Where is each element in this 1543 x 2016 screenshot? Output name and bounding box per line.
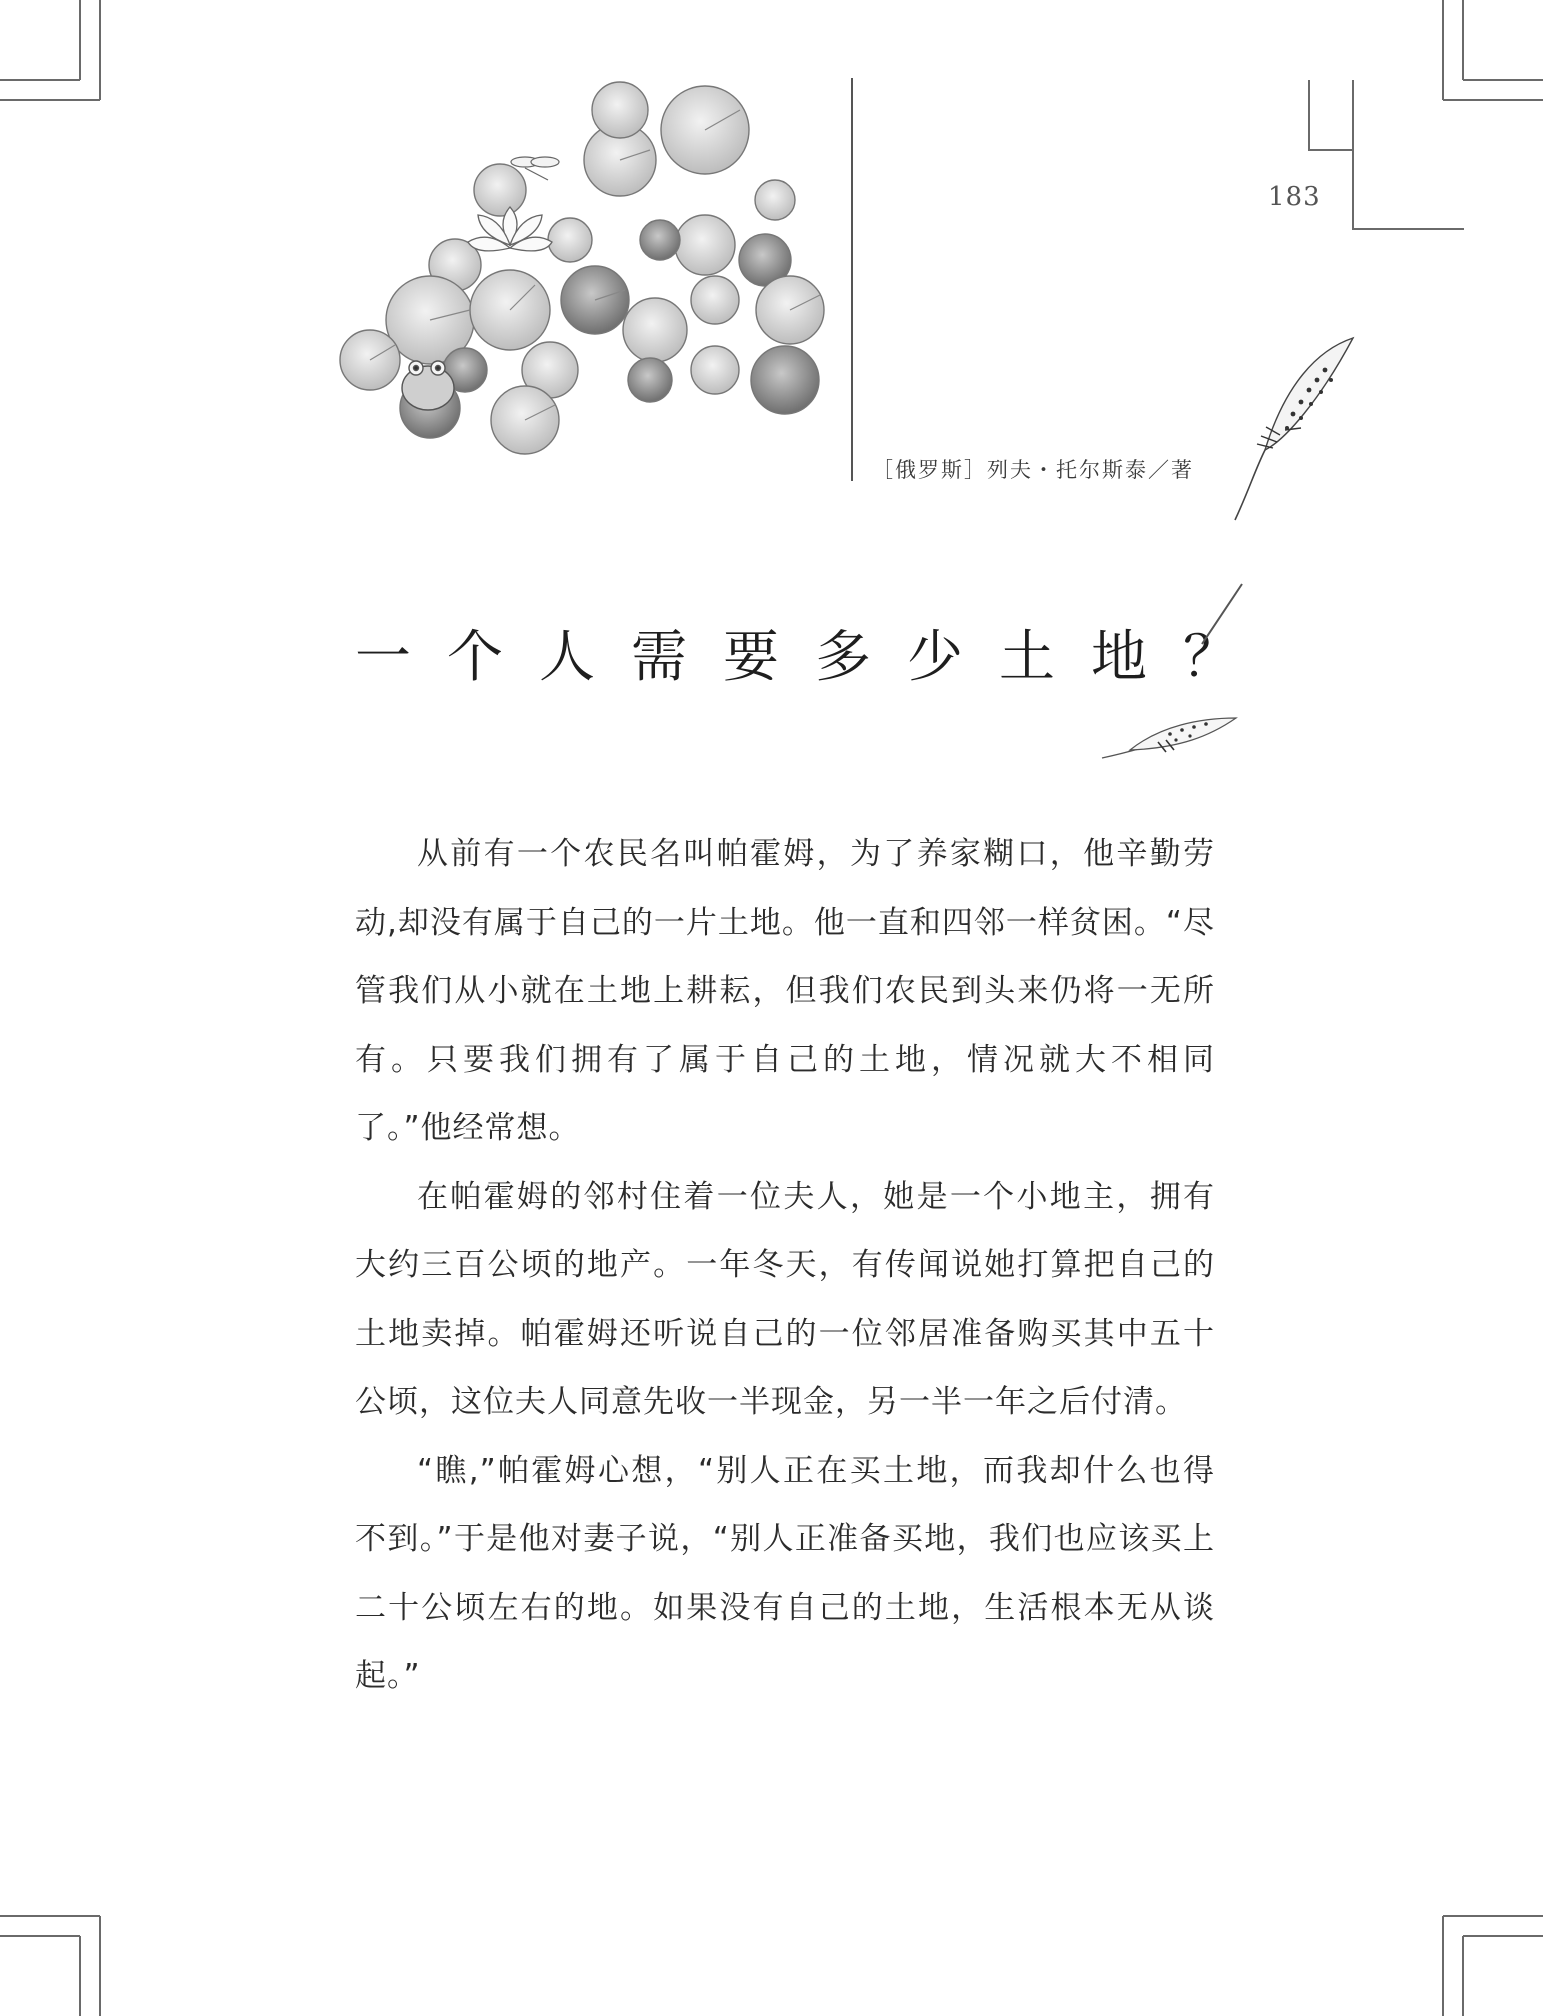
article-title: 一个人需要多少土地？ xyxy=(355,624,1275,690)
crop-mark-bl-h2 xyxy=(0,1935,80,1937)
page-frame-v1 xyxy=(1308,80,1310,150)
paragraph-3: “瞧,”帕霍姆心想，“别人正在买土地，而我却什么也得不到。”于是他对妻子说，“别人正准备买地，我们也应该买上二十公顷左右的地。如果没有自己的土地，生活根本无从谈起。” xyxy=(355,1452,1215,1694)
author-credit: ［俄罗斯］列夫・托尔斯泰／著 xyxy=(872,458,1194,482)
crop-mark-tl-h2 xyxy=(0,79,80,81)
page-number: 183 xyxy=(1268,182,1321,212)
crop-mark-bl-h xyxy=(0,1915,100,1917)
crop-mark-tr-h xyxy=(1443,99,1543,101)
crop-mark-bl-v xyxy=(99,1916,101,2016)
page-frame-h1 xyxy=(1308,149,1353,151)
article-body xyxy=(355,820,1215,1711)
page-frame-h2 xyxy=(1352,228,1464,230)
crop-mark-br-h2 xyxy=(1463,1935,1543,1937)
crop-mark-tr-v2 xyxy=(1462,0,1464,80)
paragraph-2: 在帕霍姆的邻村住着一位夫人，她是一个小地主，拥有大约三百公顷的地产。一年冬天，有传闻说她打算把自己的土地卖掉。帕霍姆还听说自己的一位邻居准备购买其中五十公顷，这位夫人同意先收一半现金，另一半一年之后付清。 xyxy=(355,1178,1215,1420)
header-divider xyxy=(851,78,853,481)
title-slash-mark xyxy=(1196,582,1246,646)
crop-mark-br-h xyxy=(1443,1915,1543,1917)
crop-mark-tr-h2 xyxy=(1463,79,1543,81)
crop-mark-tr-v xyxy=(1442,0,1444,100)
crop-mark-bl-v2 xyxy=(79,1936,81,2016)
crop-mark-tl-v xyxy=(99,0,101,100)
feather-icon xyxy=(1225,330,1365,530)
crop-mark-br-v2 xyxy=(1462,1936,1464,2016)
water-lily-flower xyxy=(468,207,552,251)
crop-mark-tl-h xyxy=(0,99,100,101)
paragraph-1: 从前有一个农民名叫帕霍姆，为了养家糊口，他辛勤劳动,却没有属于自己的一片土地。他一直和四邻一样贫困。“尽管我们从小就在土地上耕耘，但我们农民到头来仍将一无所有。只要我们拥有了属于自己的土地，情况就大不相同了。”他经常想。 xyxy=(355,836,1215,1146)
crop-mark-br-v xyxy=(1442,1916,1444,2016)
crop-mark-tl-v2 xyxy=(79,0,81,80)
lily-pad-illustration xyxy=(320,70,860,470)
small-feather-icon xyxy=(1100,712,1240,762)
